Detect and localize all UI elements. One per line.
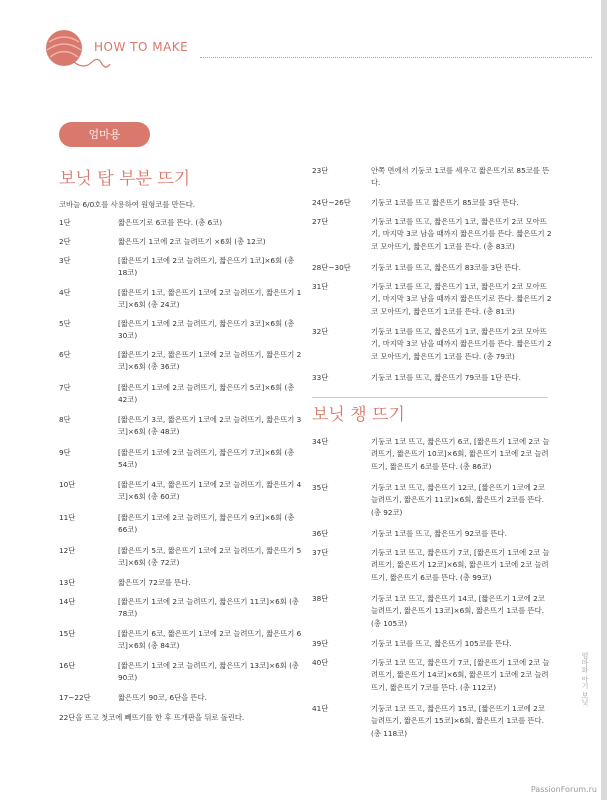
row-text: [짧은뜨기 1코에 2코 늘려뜨기, 짧은뜨기 1코]×6회 (총 18코) — [118, 256, 295, 278]
row-text: [짧은뜨기 1코에 2코 늘려뜨기, 짧은뜨기 3코]×6회 (총 30코) — [118, 319, 295, 341]
row-number: 15단 — [59, 629, 76, 638]
row-text: 기둥코 1코 뜨고, 짧은뜨기 14코, [짧은뜨기 1코에 2코 늘려뜨기, 짧은뜨기 13코]×6회, 짧은뜨기 1코를 뜬다. (총 105코) — [371, 594, 545, 628]
page-edge — [601, 0, 607, 800]
row-text: [짧은뜨기 1코에 2코 늘려뜨기, 짧은뜨기 7코]×6회 (총 54코) — [118, 448, 295, 470]
row-number: 6단 — [59, 350, 71, 359]
page-header — [42, 26, 592, 76]
row-text: 짧은뜨기로 6코를 뜬다. (총 6코) — [118, 218, 223, 227]
row-text: [짧은뜨기 3코, 짧은뜨기 1코에 2코 늘려뜨기, 짧은뜨기 3코]×6회 (총 48코) — [118, 415, 302, 437]
row-number: 23단 — [312, 166, 329, 175]
row-text: 짧은뜨기 1코에 2코 늘려뜨기 ×6회 (총 12코) — [118, 237, 266, 246]
row-number: 3단 — [59, 256, 71, 265]
row-text: 기둥코 1코를 뜨고, 짧은뜨기 83코를 3단 뜬다. — [371, 263, 521, 272]
row-text: 기둥코 1코를 뜨고, 짧은뜨기 1코, 짧은뜨기 2코 모아뜨기, 마지막 3코 남을 때까지 짧은뜨기를 뜬다. 짧은뜨기 2코 모아뜨기, 짧은뜨기 1코를 뜬다. (총 79코) — [371, 327, 552, 361]
row-number: 39단 — [312, 639, 329, 648]
row-number: 1단 — [59, 218, 71, 227]
row-text: 짧은뜨기 90코, 6단을 뜬다. — [118, 693, 207, 702]
row-text: [짧은뜨기 5코, 짧은뜨기 1코에 2코 늘려뜨기, 짧은뜨기 5코]×6회 (총 72코) — [118, 546, 302, 568]
row-number: 4단 — [59, 288, 71, 297]
row-number: 38단 — [312, 594, 329, 603]
row-number: 27단 — [312, 217, 329, 226]
row-number: 11단 — [59, 513, 76, 522]
row-text: 짧은뜨기 72코를 뜬다. — [118, 578, 191, 587]
row-text: 기둥코 1코 뜨고, 짧은뜨기 15코, [짧은뜨기 1코에 2코 늘려뜨기, 짧은뜨기 15코]×6회, 짧은뜨기 1코를 뜬다. (총 118코) — [371, 704, 545, 738]
row-number: 37단 — [312, 548, 329, 557]
section-title-brim: 보닛 챙 뜨기 — [312, 405, 405, 425]
row-number: 28단~30단 — [312, 263, 351, 272]
row-number: 40단 — [312, 658, 329, 667]
row-text: [짧은뜨기 1코, 짧은뜨기 1코에 2코 늘려뜨기, 짧은뜨기 1코]×6회 (총 24코) — [118, 288, 302, 310]
row-text: [짧은뜨기 4코, 짧은뜨기 1코에 2코 늘려뜨기, 짧은뜨기 4코]×6회 (총 60코) — [118, 480, 302, 502]
row-number: 31단 — [312, 282, 329, 291]
intro-text: 코바늘 6/0호를 사용하여 원형코를 만든다. — [59, 200, 196, 209]
row-number: 9단 — [59, 448, 71, 457]
row-number: 13단 — [59, 578, 76, 587]
row-number: 10단 — [59, 480, 76, 489]
row-number: 5단 — [59, 319, 71, 328]
row-text: 기둥코 1코 뜨고, 짧은뜨기 6코, [짧은뜨기 1코에 2코 늘려뜨기, 짧은뜨기 10코]×6회, 짧은뜨기 1코에 2코 늘려뜨기, 짧은뜨기 6코를 뜬다. (총 86코) — [371, 437, 550, 471]
how-to-make-label: HOW TO MAKE — [94, 40, 189, 54]
side-label: 엄마와 아기 보닛 — [581, 652, 589, 706]
row-number: 12단 — [59, 546, 76, 555]
row-number: 35단 — [312, 483, 329, 492]
row-text: 기둥코 1코를 뜨고, 짧은뜨기 92코를 뜬다. — [371, 529, 507, 538]
row-text: [짧은뜨기 2코, 짧은뜨기 1코에 2코 늘려뜨기, 짧은뜨기 2코]×6회 (총 36코) — [118, 350, 302, 372]
section-divider — [312, 397, 548, 398]
row-number: 2단 — [59, 237, 71, 246]
category-badge: 엄마용 — [59, 122, 150, 147]
row-number: 8단 — [59, 415, 71, 424]
row-text: [짧은뜨기 1코에 2코 늘려뜨기, 짧은뜨기 13코]×6회 (총 90코) — [118, 661, 299, 683]
row-number: 33단 — [312, 373, 329, 382]
row-text: 기둥코 1코 뜨고, 짧은뜨기 7코, [짧은뜨기 1코에 2코 늘려뜨기, 짧은뜨기 14코]×6회, 짧은뜨기 1코에 2코 늘려뜨기, 짧은뜨기 7코를 뜬다. (총 112코) — [371, 658, 550, 692]
row-text: 기둥코 1코 뜨고, 짧은뜨기 7코, [짧은뜨기 1코에 2코 늘려뜨기, 짧은뜨기 12코]×6회, 짧은뜨기 1코에 2코 늘려뜨기, 짧은뜨기 6코를 뜬다. (총 99코) — [371, 548, 550, 582]
header-dotted-line — [200, 57, 592, 58]
row-text: 기둥코 1코 뜨고, 짧은뜨기 12코, [짧은뜨기 1코에 2코 늘려뜨기, 짧은뜨기 11코]×6회, 짧은뜨기 2코를 뜬다. (총 92코) — [371, 483, 545, 517]
row-number: 41단 — [312, 704, 329, 713]
row-text: [짧은뜨기 6코, 짧은뜨기 1코에 2코 늘려뜨기, 짧은뜨기 6코]×6회 (총 84코) — [118, 629, 302, 651]
row-text: [짧은뜨기 1코에 2코 늘려뜨기, 짧은뜨기 5코]×6회 (총 42코) — [118, 383, 295, 405]
row-text: 기둥코 1코를 뜨고 짧은뜨기 85코를 3단 뜬다. — [371, 198, 519, 207]
row-number: 34단 — [312, 437, 329, 446]
row-number: 17~22단 — [59, 693, 91, 702]
row-number: 7단 — [59, 383, 71, 392]
row-text: [짧은뜨기 1코에 2코 늘려뜨기, 짧은뜨기 11코]×6회 (총 78코) — [118, 597, 299, 619]
row-number: 16단 — [59, 661, 76, 670]
row-text: 기둥코 1코를 뜨고, 짧은뜨기 105코를 뜬다. — [371, 639, 512, 648]
row-text: 기둥코 1코를 뜨고, 짧은뜨기 79코를 1단 뜬다. — [371, 373, 521, 382]
outro-text: 22단을 뜨고 첫코에 빼뜨기를 한 후 뜨개판을 뒤로 돌린다. — [59, 713, 245, 722]
watermark: PassionForum.ru — [530, 785, 597, 794]
row-text: 기둥코 1코를 뜨고, 짧은뜨기 1코, 짧은뜨기 2코 모아뜨기, 마지막 3코 남을 때까지 짧은뜨기로 뜬다. 짧은뜨기 2코 모아뜨기, 짧은뜨기 1코를 뜬다. (총 81코) — [371, 282, 552, 316]
row-number: 24단~26단 — [312, 198, 351, 207]
row-text: [짧은뜨기 1코에 2코 늘려뜨기, 짧은뜨기 9코]×6회 (총 66코) — [118, 513, 295, 535]
row-text: 안쪽 면에서 기둥코 1코를 세우고 짧은뜨기로 85코를 뜬다. — [371, 166, 550, 188]
row-text: 기둥코 1코를 뜨고, 짧은뜨기 1코, 짧은뜨기 2코 모아뜨기, 마지막 3코 남을 때까지 짧은뜨기를 뜬다. 짧은뜨기 2코 모아뜨기, 짧은뜨기 1코를 뜬다. (총 83코) — [371, 217, 552, 251]
section-title-top: 보닛 탑 부분 뜨기 — [59, 169, 191, 189]
row-number: 14단 — [59, 597, 76, 606]
row-number: 36단 — [312, 529, 329, 538]
row-number: 32단 — [312, 327, 329, 336]
